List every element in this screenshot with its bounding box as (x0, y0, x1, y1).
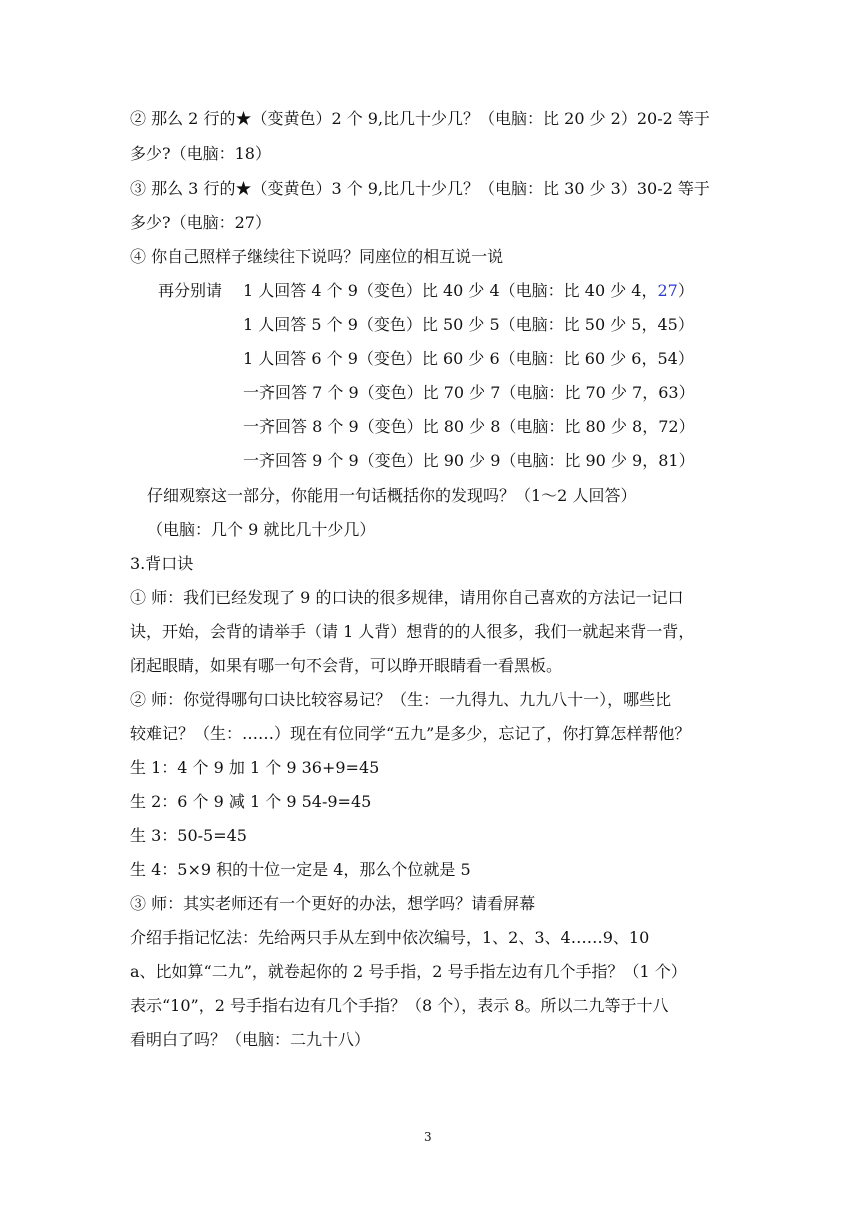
text-line: 生 1：4 个 9 加 1 个 9 36+9=45 (130, 758, 380, 777)
text-line: （电脑：几个 9 就比几十少几） (147, 520, 376, 539)
text-line: 生 2：6 个 9 减 1 个 9 54-9=45 (130, 792, 372, 811)
text-line (243, 280, 694, 302)
page-number: 3 (424, 1130, 432, 1144)
text-line: 再分别请 (158, 281, 223, 300)
text-line: 多少?（电脑：18） (130, 144, 271, 163)
closing-paren: ） (677, 281, 694, 300)
text-line: 一齐回答 7 个 9（变色）比 70 少 7（电脑：比 70 少 7，63） (243, 383, 695, 402)
text-line: ① 师：我们已经发现了 9 的口诀的很多规律，请用你自己喜欢的方法记一记口 (130, 588, 684, 607)
text-line: 诀，开始，会背的请举手（请 1 人背）想背的的人很多，我们一就起来背一背， (130, 622, 695, 641)
text-line: 生 3：50-5=45 (130, 826, 247, 845)
text-line: ③ 师：其实老师还有一个更好的办法，想学吗？请看屏幕 (130, 894, 536, 913)
text-line: 1 人回答 5 个 9（变色）比 50 少 5（电脑：比 50 少 5，45） (243, 315, 694, 334)
section-heading: 3.背口诀 (130, 554, 194, 573)
highlighted-number: 27 (657, 281, 678, 300)
text-line: 闭起眼睛，如果有哪一句不会背，可以睁开眼睛看一看黑板。 (130, 656, 563, 675)
text-line: 介绍手指记忆法：先给两只手从左到中依次编号，1、2、3、4……9、10 (130, 928, 650, 947)
text-line: 一齐回答 8 个 9（变色）比 80 少 8（电脑：比 80 少 8，72） (243, 417, 695, 436)
text-line: 表示“10”，2 号手指右边有几个手指？（8 个），表示 8。所以二九等于十八 (130, 996, 669, 1015)
text-line: 多少?（电脑：27） (130, 213, 271, 232)
text-line: ④ 你自己照样子继续往下说吗？同座位的相互说一说 (130, 247, 504, 266)
text-line: 看明白了吗？（电脑：二九十八） (130, 1030, 371, 1049)
text-line: 较难记？（生：……）现在有位同学“五九”是多少，忘记了，你打算怎样帮他？ (130, 724, 691, 743)
text-line: ② 那么 2 行的★（变黄色）2 个 9,比几十少几？（电脑：比 20 少 2）20-2 等于 (130, 109, 710, 128)
text-line: 生 4：5×9 积的十位一定是 4，那么个位就是 5 (130, 860, 471, 879)
text-line: 仔细观察这一部分，你能用一句话概括你的发现吗？（1～2 人回答） (147, 486, 637, 505)
text-line: 一齐回答 9 个 9（变色）比 90 少 9（电脑：比 90 少 9，81） (243, 451, 695, 470)
text-line: ② 师：你觉得哪句口诀比较容易记？（生：一九得九、九九八十一），哪些比 (130, 690, 672, 709)
answer-line: 1 人回答 4 个 9（变色）比 40 少 4（电脑：比 40 少 4， (243, 281, 658, 300)
text-line: a、比如算“二九”，就卷起你的 2 号手指，2 号手指左边有几个手指？（1 个） (130, 962, 687, 981)
text-line: ③ 那么 3 行的★（变黄色）3 个 9,比几十少几？（电脑：比 30 少 3）30-2 等于 (130, 179, 710, 198)
text-line: 1 人回答 6 个 9（变色）比 60 少 6（电脑：比 60 少 6，54） (243, 349, 694, 368)
